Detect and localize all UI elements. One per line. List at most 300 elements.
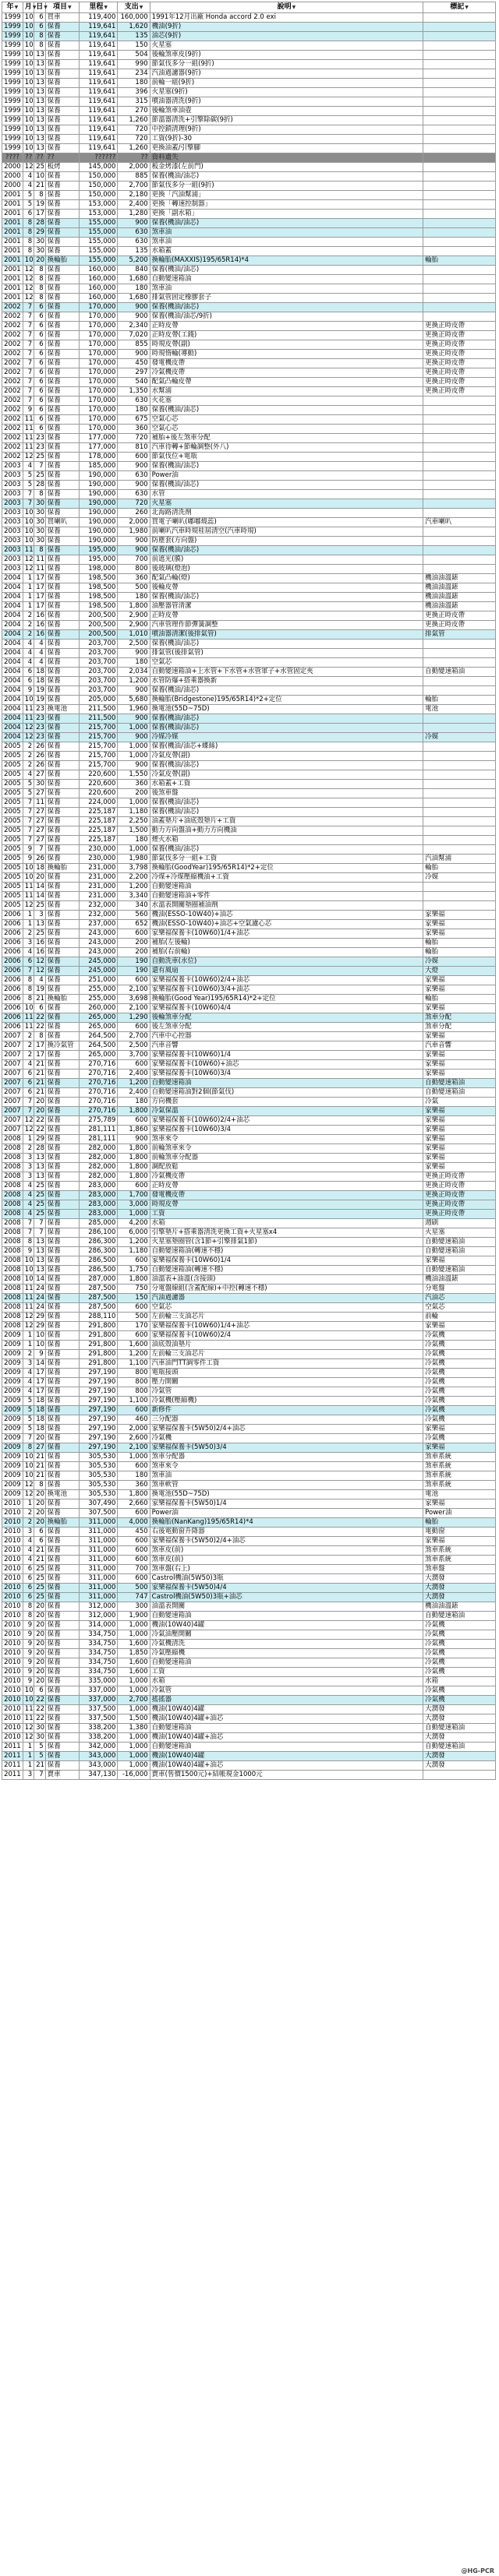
cell-day[interactable]: 6 <box>34 312 45 322</box>
cell-note[interactable] <box>423 153 496 163</box>
cell-month[interactable]: ?? <box>23 153 34 163</box>
cell-day[interactable]: 21 <box>34 1462 45 1471</box>
cell-month[interactable]: 11 <box>23 1303 34 1313</box>
cell-item[interactable]: 保養 <box>45 107 79 116</box>
cell-note[interactable] <box>423 210 496 219</box>
cell-expense[interactable]: 2,180 <box>118 191 150 200</box>
header-description[interactable]: 說明▼ <box>150 2 423 13</box>
cell-day[interactable]: 25 <box>34 1565 45 1574</box>
cell-expense[interactable]: 396 <box>118 88 150 97</box>
cell-note[interactable] <box>423 172 496 181</box>
cell-expense[interactable]: 600 <box>118 1331 150 1341</box>
cell-day[interactable]: 30 <box>34 499 45 509</box>
cell-month[interactable]: 10 <box>23 1275 34 1284</box>
cell-mileage[interactable]: 297,190 <box>79 1397 117 1406</box>
cell-day[interactable]: 8 <box>34 1032 45 1041</box>
cell-year[interactable]: 2008 <box>2 1294 23 1303</box>
cell-item[interactable]: 保養 <box>45 817 79 826</box>
table-row[interactable] <box>2 340 496 350</box>
cell-description[interactable]: 換輪胎(MAXXIS)195/65R14)*4 <box>150 256 423 266</box>
cell-description[interactable]: Power油 <box>150 471 423 481</box>
cell-expense[interactable]: 600 <box>118 1023 150 1032</box>
cell-item[interactable]: 保養 <box>45 798 79 808</box>
cell-month[interactable]: 12 <box>23 294 34 303</box>
cell-expense[interactable]: 1,800 <box>118 1172 150 1182</box>
cell-item[interactable]: 換輪胎 <box>45 1518 79 1528</box>
cell-item[interactable]: 保養 <box>45 97 79 107</box>
cell-item[interactable]: 保養 <box>45 1313 79 1322</box>
cell-month[interactable]: 12 <box>23 1116 34 1126</box>
cell-year[interactable]: 2010 <box>2 1733 23 1743</box>
cell-item[interactable]: 保養 <box>45 1668 79 1677</box>
cell-mileage[interactable]: 190,000 <box>79 509 117 518</box>
cell-year[interactable]: 2004 <box>2 658 23 668</box>
cell-month[interactable]: 9 <box>23 686 34 696</box>
cell-item[interactable]: 保養 <box>45 443 79 453</box>
cell-description[interactable]: 油蓋墊片+油底殼墊片+工資 <box>150 817 423 826</box>
cell-note[interactable] <box>423 640 496 649</box>
cell-year[interactable]: 2010 <box>2 1696 23 1705</box>
cell-mileage[interactable]: 285,000 <box>79 1219 117 1228</box>
cell-expense[interactable]: 5,200 <box>118 256 150 266</box>
cell-description[interactable]: 水管防爆+搭乘器換新 <box>150 677 423 686</box>
cell-note[interactable]: 大潤發 <box>423 1584 496 1593</box>
table-row[interactable] <box>2 1051 496 1060</box>
cell-expense[interactable]: 1,800 <box>118 1154 150 1163</box>
table-row[interactable] <box>2 1126 496 1135</box>
cell-item[interactable]: 保養 <box>45 1023 79 1032</box>
cell-day[interactable]: 23 <box>34 705 45 714</box>
cell-description[interactable]: 配氣凸輪(燈) <box>150 574 423 583</box>
table-row[interactable] <box>2 1686 496 1696</box>
cell-month[interactable]: 8 <box>23 247 34 256</box>
cell-expense[interactable]: 270 <box>118 107 150 116</box>
cell-year[interactable]: 2005 <box>2 770 23 780</box>
cell-day[interactable]: 6 <box>34 322 45 331</box>
cell-year[interactable]: 2009 <box>2 1350 23 1359</box>
cell-item[interactable]: 保養 <box>45 770 79 780</box>
cell-note[interactable]: 機油油溫錶 <box>423 602 496 611</box>
cell-mileage[interactable]: 155,000 <box>79 247 117 256</box>
cell-description[interactable]: 冷煤+冷煤壓縮機油+工資 <box>150 873 423 883</box>
cell-note[interactable]: 冷氣機 <box>423 1658 496 1668</box>
cell-expense[interactable]: 2,100 <box>118 1443 150 1453</box>
cell-note[interactable]: 冷氣機 <box>423 1378 496 1387</box>
cell-month[interactable]: 10 <box>23 88 34 97</box>
cell-day[interactable]: 20 <box>34 1649 45 1658</box>
cell-mileage[interactable]: 312,000 <box>79 1602 117 1612</box>
cell-mileage[interactable]: 170,000 <box>79 331 117 340</box>
cell-note[interactable]: 冷氣機 <box>423 1331 496 1341</box>
cell-note[interactable]: 家樂福 <box>423 1425 496 1434</box>
cell-note[interactable] <box>423 836 496 845</box>
cell-month[interactable]: 2 <box>23 742 34 752</box>
cell-month[interactable]: 5 <box>23 1425 34 1434</box>
cell-expense[interactable]: 900 <box>118 686 150 696</box>
cell-day[interactable]: 13 <box>34 88 45 97</box>
cell-month[interactable]: 7 <box>23 808 34 817</box>
cell-mileage[interactable]: 265,000 <box>79 1023 117 1032</box>
cell-item[interactable]: 保養 <box>45 742 79 752</box>
cell-year[interactable]: 2009 <box>2 1425 23 1434</box>
cell-expense[interactable]: 180 <box>118 593 150 602</box>
cell-mileage[interactable]: 243,000 <box>79 939 117 948</box>
cell-year[interactable]: 2006 <box>2 957 23 967</box>
cell-item[interactable]: 保養 <box>45 1219 79 1228</box>
cell-note[interactable]: 自動變速箱油 <box>423 1743 496 1752</box>
cell-month[interactable]: 12 <box>23 1481 34 1490</box>
cell-description[interactable]: 自動變速箱油 <box>150 275 423 284</box>
cell-description[interactable]: 機油(10W40)4罐+油芯 <box>150 1761 423 1771</box>
cell-note[interactable]: 更換正時皮帶 <box>423 387 496 396</box>
cell-year[interactable]: 2001 <box>2 228 23 238</box>
cell-month[interactable]: 7 <box>23 368 34 378</box>
cell-mileage[interactable]: 287,500 <box>79 1284 117 1294</box>
cell-description[interactable]: 煞車分配器 <box>150 1453 423 1462</box>
cell-month[interactable]: 12 <box>23 1126 34 1135</box>
table-row[interactable] <box>2 69 496 79</box>
cell-description[interactable]: 汽車油門TT調零件工資 <box>150 1359 423 1369</box>
cell-month[interactable]: 7 <box>23 350 34 359</box>
cell-year[interactable]: 2005 <box>2 798 23 808</box>
cell-day[interactable]: 14 <box>34 1275 45 1284</box>
cell-mileage[interactable]: 281,111 <box>79 1135 117 1144</box>
cell-description[interactable]: 正時皮帶 <box>150 322 423 331</box>
cell-expense[interactable]: 180 <box>118 658 150 668</box>
cell-year[interactable]: 2008 <box>2 1266 23 1275</box>
cell-note[interactable] <box>423 499 496 509</box>
cell-item[interactable]: 保養 <box>45 350 79 359</box>
table-row[interactable] <box>2 640 496 649</box>
cell-day[interactable]: 18 <box>34 864 45 873</box>
cell-month[interactable]: 4 <box>23 658 34 668</box>
cell-mileage[interactable]: 334,750 <box>79 1630 117 1640</box>
cell-day[interactable]: 22 <box>34 1126 45 1135</box>
cell-year[interactable]: 2004 <box>2 649 23 658</box>
cell-mileage[interactable]: 237,000 <box>79 920 117 929</box>
table-row[interactable] <box>2 1752 496 1761</box>
cell-expense[interactable]: 630 <box>118 490 150 499</box>
table-row[interactable] <box>2 1098 496 1107</box>
cell-day[interactable]: 30 <box>34 518 45 527</box>
cell-expense[interactable]: 260 <box>118 509 150 518</box>
cell-month[interactable]: 5 <box>23 780 34 789</box>
table-row[interactable] <box>2 406 496 415</box>
table-row[interactable] <box>2 761 496 770</box>
cell-year[interactable]: 2003 <box>2 518 23 527</box>
cell-note[interactable]: 冷氣機 <box>423 1397 496 1406</box>
table-row[interactable] <box>2 1658 496 1668</box>
cell-expense[interactable]: 2,900 <box>118 611 150 621</box>
cell-day[interactable]: 27 <box>34 1443 45 1453</box>
cell-note[interactable]: 家樂福 <box>423 1163 496 1172</box>
cell-item[interactable]: 保養 <box>45 200 79 210</box>
cell-day[interactable]: 20 <box>34 1640 45 1649</box>
cell-day[interactable]: 21 <box>34 1088 45 1098</box>
cell-mileage[interactable]: 291,800 <box>79 1322 117 1331</box>
cell-day[interactable]: 17 <box>34 583 45 593</box>
table-row[interactable] <box>2 845 496 855</box>
cell-mileage[interactable]: 203,700 <box>79 658 117 668</box>
cell-year[interactable]: 1999 <box>2 116 23 125</box>
cell-day[interactable]: 25 <box>34 1182 45 1191</box>
cell-mileage[interactable]: 282,000 <box>79 1163 117 1172</box>
cell-expense[interactable]: 200 <box>118 948 150 957</box>
cell-item[interactable]: 保養 <box>45 855 79 864</box>
table-row[interactable] <box>2 537 496 546</box>
cell-month[interactable]: 7 <box>23 303 34 312</box>
cell-month[interactable]: 5 <box>23 1397 34 1406</box>
cell-mileage[interactable]: 119,641 <box>79 135 117 144</box>
cell-year[interactable]: 2006 <box>2 985 23 995</box>
cell-day[interactable]: 17 <box>34 1387 45 1397</box>
table-row[interactable] <box>2 247 496 256</box>
cell-year[interactable]: 2008 <box>2 1256 23 1266</box>
cell-day[interactable]: 8 <box>34 284 45 294</box>
cell-mileage[interactable]: 337,000 <box>79 1696 117 1705</box>
cell-year[interactable]: 2001 <box>2 266 23 275</box>
cell-year[interactable]: 2007 <box>2 1070 23 1079</box>
cell-item[interactable]: 保養 <box>45 1341 79 1350</box>
cell-mileage[interactable]: 283,000 <box>79 1210 117 1219</box>
cell-year[interactable]: 2006 <box>2 1013 23 1023</box>
cell-note[interactable]: 冷氣機 <box>423 1696 496 1705</box>
cell-item[interactable]: 賣車 <box>45 1771 79 1780</box>
cell-item[interactable]: 保養 <box>45 1443 79 1453</box>
cell-year[interactable]: 2010 <box>2 1546 23 1556</box>
cell-item[interactable]: 保養 <box>45 1593 79 1602</box>
cell-mileage[interactable]: 170,000 <box>79 378 117 387</box>
cell-year[interactable]: 2005 <box>2 742 23 752</box>
cell-item[interactable]: 保養 <box>45 1331 79 1341</box>
cell-mileage[interactable]: 190,000 <box>79 490 117 499</box>
cell-note[interactable] <box>423 752 496 761</box>
cell-note[interactable] <box>423 415 496 425</box>
cell-day[interactable]: 30 <box>34 238 45 247</box>
cell-expense[interactable]: 750 <box>118 1284 150 1294</box>
cell-expense[interactable]: 500 <box>118 1584 150 1593</box>
cell-note[interactable]: 大潤發 <box>423 1733 496 1743</box>
cell-description[interactable]: 節氣伐多分一組(9折) <box>150 60 423 69</box>
cell-year[interactable]: 2008 <box>2 1135 23 1144</box>
cell-day[interactable]: 20 <box>34 1677 45 1686</box>
cell-expense[interactable]: 6,000 <box>118 1228 150 1238</box>
table-row[interactable] <box>2 1724 496 1733</box>
cell-expense[interactable]: 3,698 <box>118 995 150 1004</box>
cell-month[interactable]: 8 <box>23 1602 34 1612</box>
cell-day[interactable]: 6 <box>34 396 45 406</box>
cell-description[interactable]: 補胎(右前輪) <box>150 948 423 957</box>
cell-month[interactable]: 1 <box>23 1499 34 1509</box>
cell-mileage[interactable]: 198,000 <box>79 565 117 574</box>
cell-day[interactable]: 28 <box>34 1144 45 1154</box>
cell-description[interactable]: 保養(機油/油芯) <box>150 172 423 181</box>
cell-item[interactable]: 保養 <box>45 172 79 181</box>
cell-mileage[interactable]: 334,750 <box>79 1640 117 1649</box>
table-row[interactable] <box>2 1602 496 1612</box>
cell-description[interactable]: 保養(機油/油芯) <box>150 266 423 275</box>
cell-year[interactable]: 2005 <box>2 808 23 817</box>
cell-item[interactable]: 保養 <box>45 780 79 789</box>
cell-day[interactable]: 27 <box>34 808 45 817</box>
cell-mileage[interactable]: 311,000 <box>79 1593 117 1602</box>
cell-note[interactable] <box>423 826 496 836</box>
cell-day[interactable]: 6 <box>34 340 45 350</box>
cell-year[interactable]: 2007 <box>2 1107 23 1116</box>
cell-month[interactable]: 8 <box>23 1612 34 1621</box>
cell-month[interactable]: 5 <box>23 200 34 210</box>
cell-description[interactable]: 煞車油 <box>150 238 423 247</box>
cell-description[interactable]: 汽油過濾器 <box>150 1294 423 1303</box>
cell-item[interactable]: 保養 <box>45 555 79 565</box>
cell-year[interactable]: 2004 <box>2 583 23 593</box>
cell-description[interactable]: 機油(9折) <box>150 23 423 32</box>
cell-expense[interactable]: 900 <box>118 312 150 322</box>
table-row[interactable] <box>2 939 496 948</box>
cell-year[interactable]: 2007 <box>2 1126 23 1135</box>
cell-day[interactable]: 14 <box>34 883 45 892</box>
cell-year[interactable]: 2001 <box>2 210 23 219</box>
cell-month[interactable]: 2 <box>23 761 34 770</box>
cell-day[interactable]: 13 <box>34 1266 45 1275</box>
cell-day[interactable]: 11 <box>34 798 45 808</box>
cell-month[interactable]: 8 <box>23 238 34 247</box>
cell-description[interactable]: 家樂福保養卡(10W60)1/4+油芯 <box>150 1322 423 1331</box>
cell-expense[interactable]: 2,340 <box>118 322 150 331</box>
cell-item[interactable]: 保養 <box>45 920 79 929</box>
cell-description[interactable]: 保養(機油/油芯) <box>150 761 423 770</box>
cell-item[interactable]: 換輪胎 <box>45 256 79 266</box>
cell-item[interactable]: 保養 <box>45 1602 79 1612</box>
cell-month[interactable]: 4 <box>23 640 34 649</box>
cell-mileage[interactable]: 245,000 <box>79 967 117 976</box>
table-row[interactable] <box>2 509 496 518</box>
cell-note[interactable]: 輪胎 <box>423 256 496 266</box>
cell-item[interactable]: 保養 <box>45 1733 79 1743</box>
cell-day[interactable]: 20 <box>34 873 45 883</box>
cell-day[interactable]: 30 <box>34 1724 45 1733</box>
cell-year[interactable]: 2005 <box>2 826 23 836</box>
cell-year[interactable]: 1999 <box>2 32 23 41</box>
table-row[interactable] <box>2 1471 496 1481</box>
cell-mileage[interactable]: 215,700 <box>79 733 117 742</box>
cell-month[interactable]: 9 <box>23 1247 34 1256</box>
cell-mileage[interactable]: 264,500 <box>79 1041 117 1051</box>
cell-mileage[interactable]: 281,111 <box>79 1126 117 1135</box>
cell-expense[interactable]: 2,700 <box>118 1696 150 1705</box>
cell-note[interactable] <box>423 892 496 901</box>
cell-expense[interactable]: 150 <box>118 41 150 51</box>
cell-item[interactable]: 保養 <box>45 640 79 649</box>
table-row[interactable] <box>2 284 496 294</box>
cell-description[interactable]: 保養(機油/油芯) <box>150 845 423 855</box>
cell-item[interactable]: 保養 <box>45 583 79 593</box>
cell-item[interactable]: 保養 <box>45 1013 79 1023</box>
cell-note[interactable]: 家樂福 <box>423 985 496 995</box>
cell-note[interactable]: 煞車分配 <box>423 1023 496 1032</box>
cell-mileage[interactable]: 270,716 <box>79 1079 117 1088</box>
cell-note[interactable] <box>423 714 496 724</box>
cell-expense[interactable]: 1,600 <box>118 1640 150 1649</box>
cell-month[interactable]: 10 <box>23 23 34 32</box>
cell-month[interactable]: 10 <box>23 864 34 873</box>
cell-item[interactable]: 保養 <box>45 88 79 97</box>
cell-expense[interactable]: 504 <box>118 51 150 60</box>
cell-day[interactable]: 28 <box>34 481 45 490</box>
cell-mileage[interactable]: 270,716 <box>79 1070 117 1079</box>
cell-expense[interactable]: 1,000 <box>118 1705 150 1714</box>
cell-day[interactable]: 13 <box>34 1238 45 1247</box>
table-row[interactable] <box>2 948 496 957</box>
cell-expense[interactable]: 800 <box>118 1387 150 1397</box>
cell-note[interactable]: 輪胎 <box>423 939 496 948</box>
table-row[interactable] <box>2 1070 496 1079</box>
cell-month[interactable]: 2 <box>23 1051 34 1060</box>
cell-mileage[interactable]: 153,000 <box>79 210 117 219</box>
table-row[interactable] <box>2 425 496 434</box>
cell-day[interactable]: 21 <box>34 1070 45 1079</box>
cell-item[interactable]: 保養 <box>45 649 79 658</box>
cell-note[interactable] <box>423 60 496 69</box>
cell-note[interactable]: 機油油溫錶 <box>423 583 496 593</box>
table-row[interactable] <box>2 1107 496 1116</box>
cell-day[interactable]: 8 <box>34 546 45 555</box>
table-row[interactable] <box>2 266 496 275</box>
cell-mileage[interactable]: 185,000 <box>79 462 117 471</box>
cell-item[interactable]: 保養 <box>45 191 79 200</box>
cell-item[interactable]: 保養 <box>45 1228 79 1238</box>
table-row[interactable] <box>2 733 496 742</box>
cell-month[interactable]: 12 <box>23 901 34 911</box>
cell-year[interactable]: 2009 <box>2 1397 23 1406</box>
table-row[interactable] <box>2 1668 496 1677</box>
cell-item[interactable]: 保養 <box>45 60 79 69</box>
cell-note[interactable] <box>423 228 496 238</box>
cell-expense[interactable]: 1,980 <box>118 527 150 537</box>
cell-year[interactable]: 2002 <box>2 443 23 453</box>
cell-month[interactable]: 9 <box>23 845 34 855</box>
cell-item[interactable]: 保養 <box>45 1546 79 1556</box>
cell-mileage[interactable]: 203,700 <box>79 649 117 658</box>
cell-month[interactable]: 1 <box>23 911 34 920</box>
cell-description[interactable]: 保養(機油/油芯) <box>150 462 423 471</box>
cell-mileage[interactable]: 170,000 <box>79 350 117 359</box>
cell-note[interactable]: 更換正時皮帶 <box>423 368 496 378</box>
cell-item[interactable]: 保養 <box>45 836 79 845</box>
cell-day[interactable]: 17 <box>34 602 45 611</box>
cell-year[interactable]: 2001 <box>2 275 23 284</box>
cell-item[interactable]: 保養 <box>45 1154 79 1163</box>
cell-month[interactable]: 8 <box>23 228 34 238</box>
cell-mileage[interactable]: 270,716 <box>79 1088 117 1098</box>
cell-day[interactable]: 25 <box>34 1200 45 1210</box>
cell-expense[interactable]: 1,800 <box>118 1275 150 1284</box>
cell-expense[interactable]: 1,260 <box>118 116 150 125</box>
cell-expense[interactable]: 600 <box>118 1537 150 1546</box>
cell-description[interactable]: 家樂福保養卡(5W50)4/4 <box>150 1584 423 1593</box>
cell-expense[interactable]: 900 <box>118 649 150 658</box>
cell-day[interactable]: 21 <box>34 1079 45 1088</box>
cell-note[interactable] <box>423 527 496 537</box>
cell-expense[interactable]: 1,000 <box>118 1677 150 1686</box>
cell-expense[interactable]: 1,180 <box>118 808 150 817</box>
cell-item[interactable]: 保養 <box>45 892 79 901</box>
cell-month[interactable]: 6 <box>23 1584 34 1593</box>
cell-expense[interactable]: 297 <box>118 368 150 378</box>
cell-day[interactable]: 6 <box>34 1004 45 1013</box>
cell-description[interactable]: 自動變速箱油+零件 <box>150 892 423 901</box>
cell-day[interactable]: 20 <box>34 1602 45 1612</box>
